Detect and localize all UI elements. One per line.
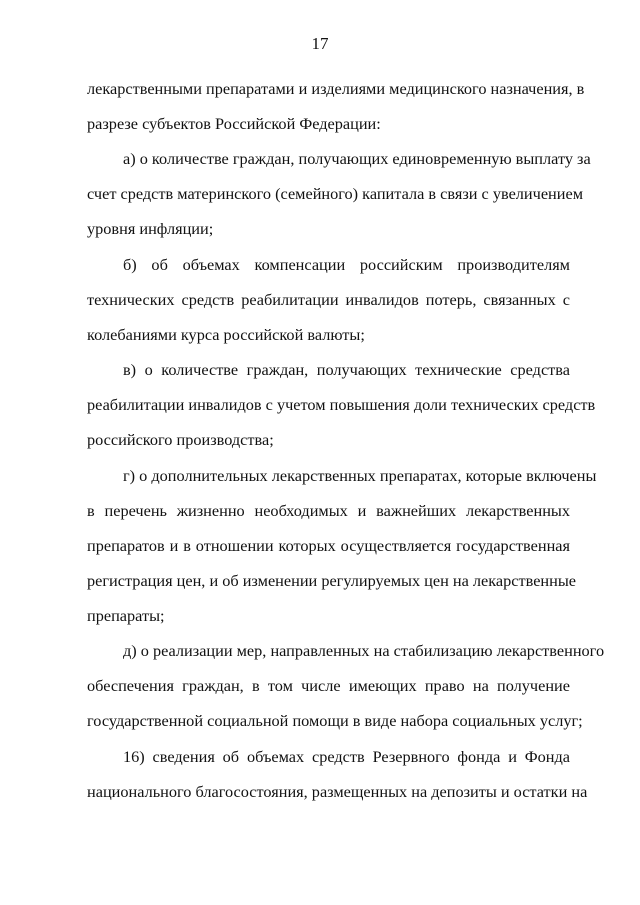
item-16-line: национального благосостояния, размещенных на депозиты и остатки на (87, 782, 588, 801)
list-item-b-line: б) об объемах компенсации российским производителям (123, 255, 570, 274)
list-item-g-line: препаратов и в отношении которых осуществляется государственная (87, 536, 570, 555)
list-item-d-line: государственной социальной помощи в виде набора социальных услуг; (87, 711, 583, 730)
list-item-g-line: регистрация цен, и об изменении регулируемых цен на лекарственные (87, 571, 577, 590)
list-item-d-line: обеспечения граждан, в том числе имеющих право на получение (87, 676, 570, 695)
list-item-v-line: в) о количестве граждан, получающих технические средства (123, 360, 570, 379)
list-item-v-line: реабилитации инвалидов с учетом повышения доли технических средств (87, 395, 596, 414)
list-item-g-line: г) о дополнительных лекарственных препаратах, которые включены (123, 466, 597, 485)
text-line: лекарственными препаратами и изделиями медицинского назначения, в (87, 79, 585, 98)
item-16-line: 16) сведения об объемах средств Резервного фонда и Фонда (123, 747, 570, 766)
list-item-v-line: российского производства; (87, 430, 274, 449)
list-item-d-line: д) о реализации мер, направленных на стабилизацию лекарственного (123, 641, 605, 660)
list-item-a-line: а) о количестве граждан, получающих единовременную выплату за (123, 149, 591, 168)
list-item-b-line: технических средств реабилитации инвалидов потерь, связанных с (87, 290, 570, 309)
text-line: разрезе субъектов Российской Федерации: (87, 114, 381, 133)
page-number: 17 (311, 34, 329, 53)
list-item-a-line: счет средств материнского (семейного) капитала в связи с увеличением (87, 184, 584, 203)
list-item-g-line: в перечень жизненно необходимых и важнейших лекарственных (87, 501, 570, 520)
list-item-b-line: колебаниями курса российской валюты; (87, 325, 365, 344)
list-item-a-line: уровня инфляции; (87, 219, 214, 238)
list-item-g-line: препараты; (87, 606, 165, 625)
